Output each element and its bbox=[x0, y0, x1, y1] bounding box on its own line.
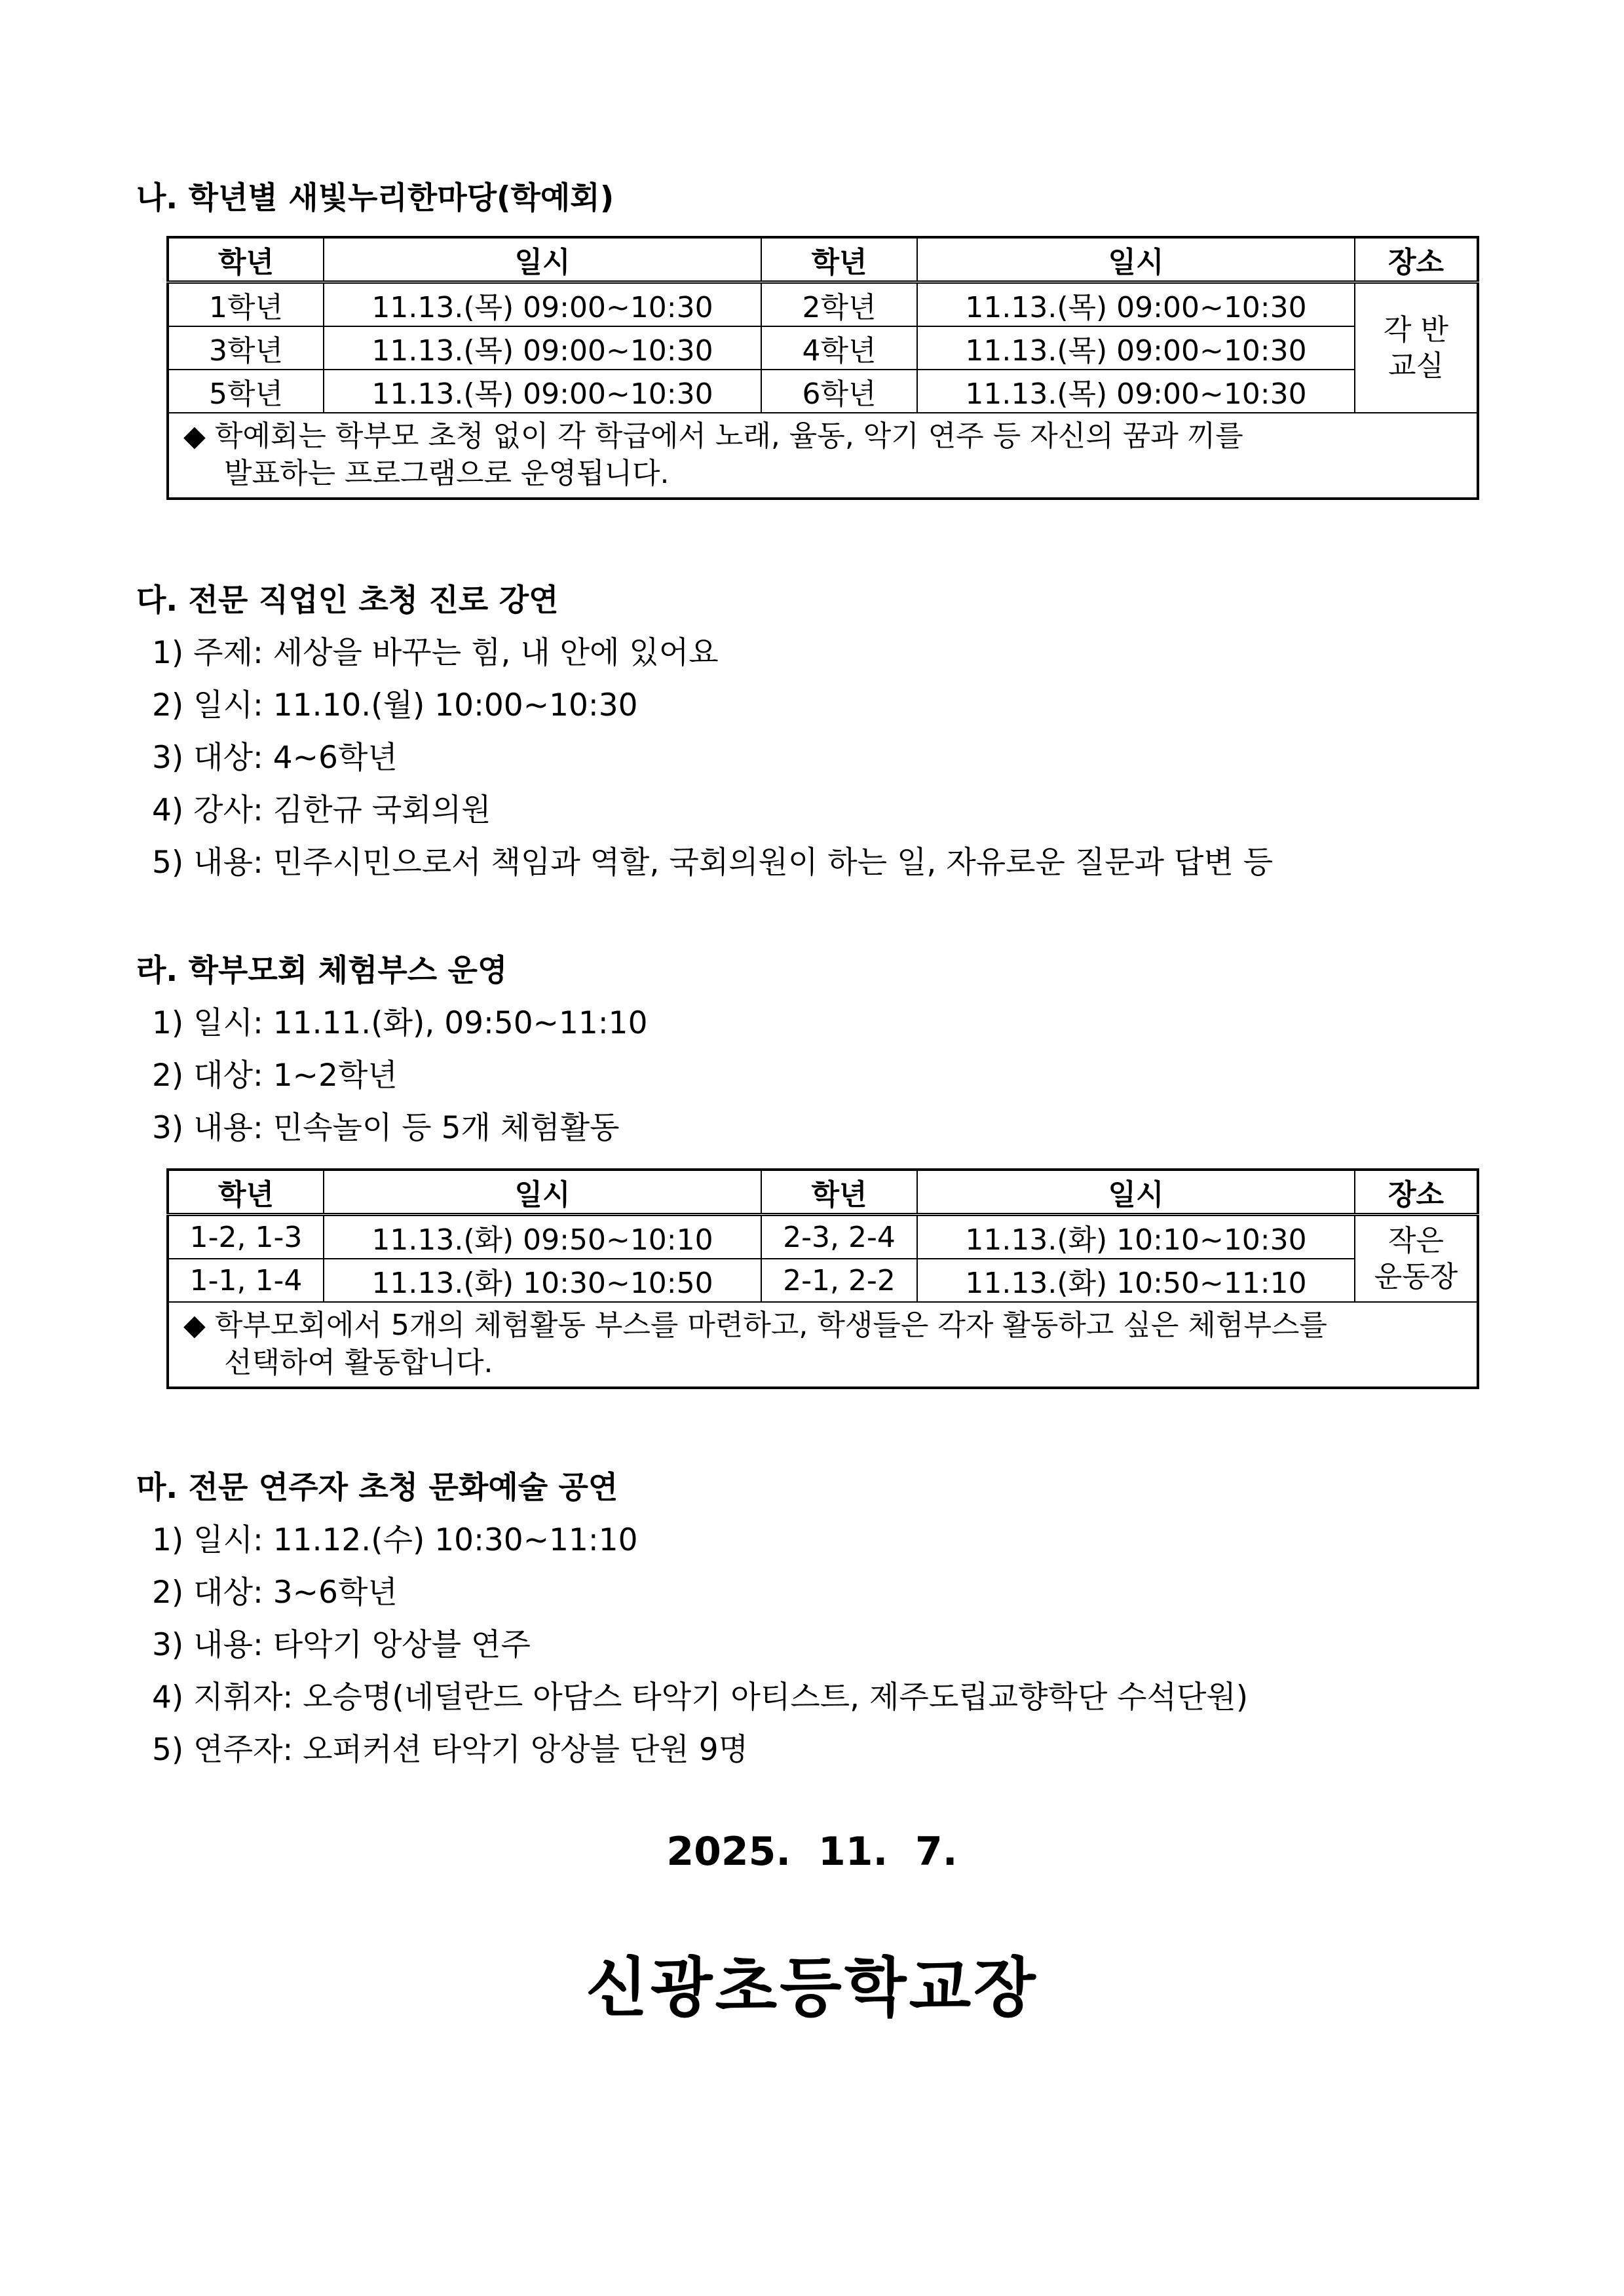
datetime-cell: 11.13.(목) 09:00~10:30 bbox=[917, 326, 1355, 370]
header-place: 장소 bbox=[1355, 237, 1478, 282]
list-item: 1) 일시: 11.11.(화), 09:50~11:10 bbox=[152, 1005, 648, 1041]
header-datetime: 일시 bbox=[324, 237, 761, 282]
grade-cell: 2학년 bbox=[761, 282, 917, 327]
datetime-cell: 11.13.(목) 09:00~10:30 bbox=[324, 282, 761, 327]
document-date: 2025. 11. 7. bbox=[666, 1829, 958, 1875]
header-grade: 학년 bbox=[168, 237, 324, 282]
list-item: 5) 내용: 민주시민으로서 책임과 역할, 국회의원이 하는 일, 자유로운 질문과 답변 등 bbox=[152, 845, 1274, 881]
datetime-cell: 11.13.(화) 10:10~10:30 bbox=[917, 1215, 1355, 1259]
datetime-cell: 11.13.(목) 09:00~10:30 bbox=[917, 282, 1355, 327]
list-item: 3) 내용: 타악기 앙상블 연주 bbox=[152, 1627, 531, 1663]
place-line: 작은 bbox=[1388, 1224, 1444, 1257]
table-header-row bbox=[168, 237, 1478, 282]
table-row bbox=[168, 282, 1478, 327]
note-text: 학예회는 학부모 초청 없이 각 학급에서 노래, 율동, 악기 연주 등 자신의 꿈과 끼를 bbox=[214, 419, 1243, 453]
list-item: 2) 대상: 1~2학년 bbox=[152, 1058, 398, 1094]
datetime-cell: 11.13.(화) 10:50~11:10 bbox=[917, 1259, 1355, 1302]
grade-cell: 3학년 bbox=[168, 326, 324, 370]
diamond-bullet-icon: ◆ bbox=[183, 1309, 206, 1342]
place-line: 운동장 bbox=[1374, 1260, 1458, 1293]
place-line: 각 반 bbox=[1384, 313, 1448, 347]
datetime-cell: 11.13.(화) 10:30~10:50 bbox=[324, 1259, 761, 1302]
table-header-row bbox=[168, 1170, 1478, 1215]
school-festival-table bbox=[166, 236, 1479, 500]
note-row bbox=[168, 413, 1478, 499]
list-item: 4) 지휘자: 오승명(네덜란드 아담스 타악기 아티스트, 제주도립교향학단 수석단원) bbox=[152, 1679, 1249, 1715]
class-cell: 1-1, 1-4 bbox=[168, 1259, 324, 1302]
header-place: 장소 bbox=[1355, 1170, 1478, 1215]
datetime-cell: 11.13.(화) 09:50~10:10 bbox=[324, 1215, 761, 1259]
section-title-da: 다. 전문 직업인 초청 진로 강연 bbox=[136, 583, 559, 619]
grade-cell: 6학년 bbox=[761, 370, 917, 413]
class-cell: 2-3, 2-4 bbox=[761, 1215, 917, 1259]
header-grade: 학년 bbox=[168, 1170, 324, 1215]
class-cell: 2-1, 2-2 bbox=[761, 1259, 917, 1302]
note-cell bbox=[168, 1302, 1478, 1388]
list-item: 2) 대상: 3~6학년 bbox=[152, 1575, 398, 1611]
header-datetime: 일시 bbox=[917, 1170, 1355, 1215]
place-line: 교실 bbox=[1388, 349, 1444, 383]
note-text: 선택하여 활동합니다. bbox=[224, 1346, 493, 1380]
list-item: 4) 강사: 김한규 국회의원 bbox=[152, 792, 491, 828]
note-cell bbox=[168, 413, 1478, 499]
section-title-ma: 마. 전문 연주자 초청 문화예술 공연 bbox=[136, 1470, 618, 1506]
section-title-ra: 라. 학부모회 체험부스 운영 bbox=[136, 953, 508, 989]
place-cell bbox=[1355, 282, 1478, 413]
datetime-cell: 11.13.(목) 09:00~10:30 bbox=[324, 370, 761, 413]
datetime-cell: 11.13.(목) 09:00~10:30 bbox=[324, 326, 761, 370]
list-item: 1) 일시: 11.12.(수) 10:30~11:10 bbox=[152, 1522, 638, 1558]
table-row bbox=[168, 326, 1478, 370]
note-row bbox=[168, 1302, 1478, 1388]
header-grade: 학년 bbox=[761, 237, 917, 282]
list-item: 5) 연주자: 오퍼커션 타악기 앙상블 단원 9명 bbox=[152, 1732, 749, 1768]
grade-cell: 1학년 bbox=[168, 282, 324, 327]
list-item: 3) 대상: 4~6학년 bbox=[152, 740, 398, 776]
grade-cell: 4학년 bbox=[761, 326, 917, 370]
list-item: 2) 일시: 11.10.(월) 10:00~10:30 bbox=[152, 687, 638, 723]
diamond-bullet-icon: ◆ bbox=[183, 419, 206, 453]
place-cell bbox=[1355, 1215, 1478, 1303]
note-text: 학부모회에서 5개의 체험활동 부스를 마련하고, 학생들은 각자 활동하고 싶은 체험부스를 bbox=[214, 1309, 1327, 1342]
table-row bbox=[168, 370, 1478, 413]
list-item: 1) 주제: 세상을 바꾸는 힘, 내 안에 있어요 bbox=[152, 635, 719, 671]
grade-cell: 5학년 bbox=[168, 370, 324, 413]
note-text: 발표하는 프로그램으로 운영됩니다. bbox=[224, 457, 670, 491]
header-datetime: 일시 bbox=[917, 237, 1355, 282]
table-row bbox=[168, 1215, 1478, 1259]
experience-booth-table bbox=[166, 1168, 1479, 1389]
table-row bbox=[168, 1259, 1478, 1302]
header-datetime: 일시 bbox=[324, 1170, 761, 1215]
header-grade: 학년 bbox=[761, 1170, 917, 1215]
list-item: 3) 내용: 민속놀이 등 5개 체험활동 bbox=[152, 1110, 620, 1146]
datetime-cell: 11.13.(목) 09:00~10:30 bbox=[917, 370, 1355, 413]
principal-signature: 신광초등학교장 bbox=[586, 1951, 1038, 2025]
section-title-na: 나. 학년별 새빛누리한마당(학예회) bbox=[136, 180, 614, 216]
class-cell: 1-2, 1-3 bbox=[168, 1215, 324, 1259]
